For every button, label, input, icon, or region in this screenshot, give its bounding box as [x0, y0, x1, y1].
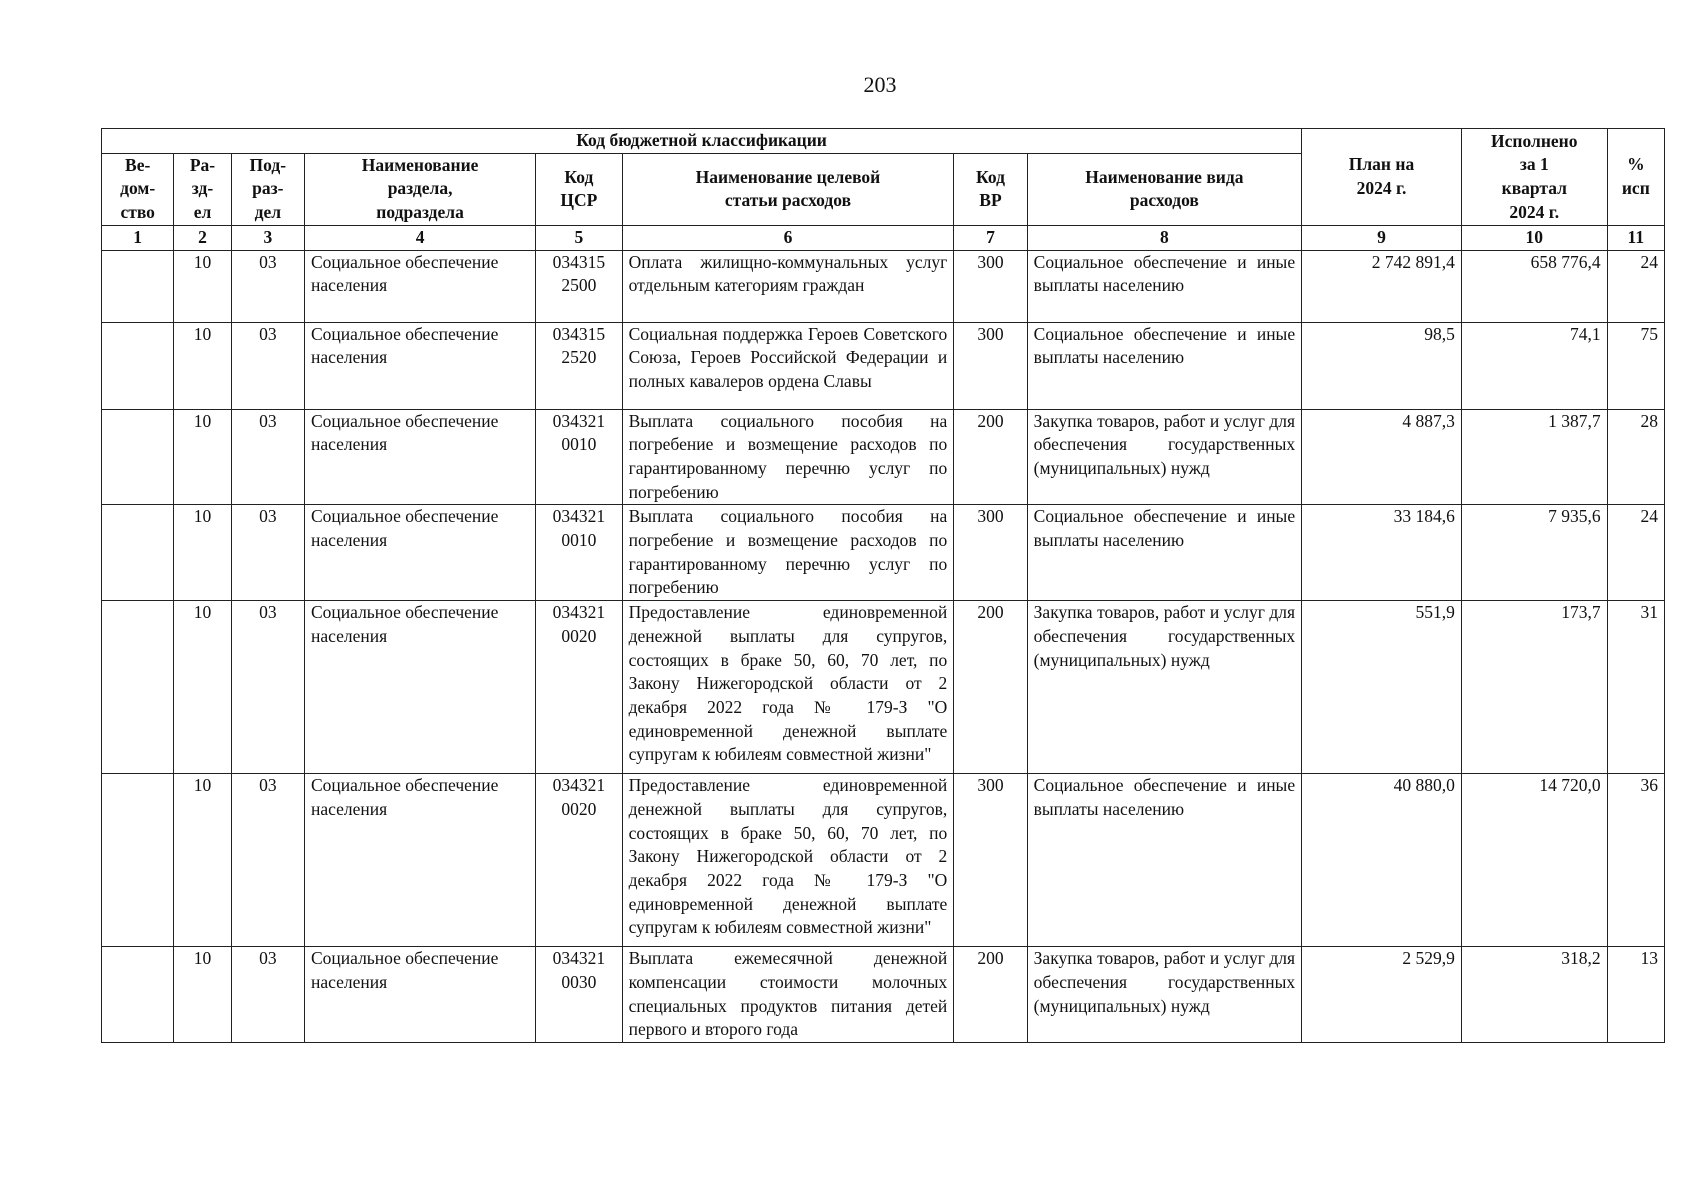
cell-percent: 13 [1607, 947, 1664, 1043]
cell-razdel: 10 [174, 505, 231, 601]
cell-vr: 300 [954, 322, 1027, 409]
col-header-vr-name: Наименование вида расходов [1027, 153, 1301, 225]
cell-vr-name: Социальное обеспечение и иные выплаты населению [1027, 250, 1301, 322]
cell-vr-name: Закупка товаров, работ и услуг для обеспечения государственных (муниципальных) нужд [1027, 601, 1301, 774]
budget-table [101, 128, 1665, 1043]
col-header-percent: % исп [1607, 129, 1664, 226]
cell-vedomstvo [102, 250, 174, 322]
column-number: 5 [536, 225, 622, 250]
cell-podrazdel: 03 [231, 505, 304, 601]
col-header-razdel: Ра- зд- ел [174, 153, 231, 225]
cell-percent: 28 [1607, 409, 1664, 505]
cell-article-name: Социальная поддержка Героев Советского Союза, Героев Российской Федерации и полных кавалеров ордена Славы [622, 322, 954, 409]
cell-article-name: Оплата жилищно-коммунальных услуг отдельным категориям граждан [622, 250, 954, 322]
cell-podrazdel: 03 [231, 409, 304, 505]
cell-razdel-name: Социальное обеспечение населения [305, 947, 536, 1043]
cell-csr: 034315 2500 [536, 250, 622, 322]
column-number: 3 [231, 225, 304, 250]
col-header-csr: Код ЦСР [536, 153, 622, 225]
cell-podrazdel: 03 [231, 601, 304, 774]
cell-executed: 7 935,6 [1461, 505, 1607, 601]
cell-article-name: Предоставление единовременной денежной выплаты для супругов, состоящих в браке 50, 60, 70 лет, по Закону Нижегородской области от 2 декабря 2022 года № 179-З "О единовременной денежной выплате супругам к юбилеям совместной жизни" [622, 601, 954, 774]
cell-podrazdel: 03 [231, 322, 304, 409]
cell-razdel: 10 [174, 322, 231, 409]
cell-vedomstvo [102, 774, 174, 947]
cell-podrazdel: 03 [231, 774, 304, 947]
cell-vr-name: Закупка товаров, работ и услуг для обеспечения государственных (муниципальных) нужд [1027, 947, 1301, 1043]
cell-article-name: Выплата социального пособия на погребение и возмещение расходов по гарантированному перечню услуг по погребению [622, 409, 954, 505]
cell-percent: 31 [1607, 601, 1664, 774]
cell-razdel-name: Социальное обеспечение населения [305, 322, 536, 409]
table-row [102, 505, 1665, 601]
cell-csr: 034321 0020 [536, 774, 622, 947]
col-header-podrazdel: Под- раз- дел [231, 153, 304, 225]
cell-plan: 2 529,9 [1302, 947, 1462, 1043]
cell-csr: 034321 0010 [536, 409, 622, 505]
table-row [102, 774, 1665, 947]
table-body [102, 250, 1665, 1042]
cell-razdel-name: Социальное обеспечение населения [305, 409, 536, 505]
cell-vr: 300 [954, 774, 1027, 947]
cell-vr: 200 [954, 409, 1027, 505]
column-number: 7 [954, 225, 1027, 250]
cell-vr: 300 [954, 505, 1027, 601]
table-row [102, 409, 1665, 505]
table-header [102, 129, 1665, 251]
table-row [102, 601, 1665, 774]
cell-vr-name: Социальное обеспечение и иные выплаты населению [1027, 505, 1301, 601]
budget-classification-header: Код бюджетной классификации [102, 129, 1302, 154]
col-header-vedomstvo: Ве- дом- ство [102, 153, 174, 225]
cell-csr: 034315 2520 [536, 322, 622, 409]
cell-percent: 24 [1607, 250, 1664, 322]
column-number: 10 [1461, 225, 1607, 250]
cell-vr: 300 [954, 250, 1027, 322]
cell-csr: 034321 0030 [536, 947, 622, 1043]
cell-vr-name: Закупка товаров, работ и услуг для обеспечения государственных (муниципальных) нужд [1027, 409, 1301, 505]
cell-csr: 034321 0010 [536, 505, 622, 601]
cell-plan: 40 880,0 [1302, 774, 1462, 947]
cell-podrazdel: 03 [231, 250, 304, 322]
column-number: 2 [174, 225, 231, 250]
cell-razdel: 10 [174, 947, 231, 1043]
cell-executed: 14 720,0 [1461, 774, 1607, 947]
column-number-row [102, 225, 1665, 250]
cell-razdel-name: Социальное обеспечение населения [305, 601, 536, 774]
cell-percent: 36 [1607, 774, 1664, 947]
cell-plan: 2 742 891,4 [1302, 250, 1462, 322]
cell-podrazdel: 03 [231, 947, 304, 1043]
cell-vedomstvo [102, 947, 174, 1043]
cell-executed: 173,7 [1461, 601, 1607, 774]
cell-vr-name: Социальное обеспечение и иные выплаты населению [1027, 774, 1301, 947]
cell-article-name: Выплата ежемесячной денежной компенсации стоимости молочных специальных продуктов питания детей первого и второго года [622, 947, 954, 1043]
cell-percent: 75 [1607, 322, 1664, 409]
cell-vedomstvo [102, 409, 174, 505]
cell-executed: 74,1 [1461, 322, 1607, 409]
cell-vr-name: Социальное обеспечение и иные выплаты населению [1027, 322, 1301, 409]
column-number: 9 [1302, 225, 1462, 250]
col-header-vr: Код ВР [954, 153, 1027, 225]
column-number: 8 [1027, 225, 1301, 250]
column-number: 1 [102, 225, 174, 250]
cell-vedomstvo [102, 505, 174, 601]
col-header-plan: План на 2024 г. [1302, 129, 1462, 226]
col-header-executed: Исполнено за 1 квартал 2024 г. [1461, 129, 1607, 226]
table-row [102, 947, 1665, 1043]
cell-plan: 4 887,3 [1302, 409, 1462, 505]
table-row [102, 322, 1665, 409]
column-number: 6 [622, 225, 954, 250]
cell-razdel: 10 [174, 250, 231, 322]
column-number: 4 [305, 225, 536, 250]
cell-vedomstvo [102, 601, 174, 774]
cell-plan: 33 184,6 [1302, 505, 1462, 601]
cell-razdel-name: Социальное обеспечение населения [305, 250, 536, 322]
cell-razdel: 10 [174, 409, 231, 505]
cell-razdel-name: Социальное обеспечение населения [305, 505, 536, 601]
cell-plan: 98,5 [1302, 322, 1462, 409]
cell-vedomstvo [102, 322, 174, 409]
cell-razdel: 10 [174, 601, 231, 774]
cell-vr: 200 [954, 947, 1027, 1043]
cell-percent: 24 [1607, 505, 1664, 601]
cell-article-name: Выплата социального пособия на погребение и возмещение расходов по гарантированному перечню услуг по погребению [622, 505, 954, 601]
cell-vr: 200 [954, 601, 1027, 774]
cell-article-name: Предоставление единовременной денежной выплаты для супругов, состоящих в браке 50, 60, 70 лет, по Закону Нижегородской области от 2 декабря 2022 года № 179-З "О единовременной денежной выплате супругам к юбилеям совместной жизни" [622, 774, 954, 947]
table-row [102, 250, 1665, 322]
cell-plan: 551,9 [1302, 601, 1462, 774]
cell-executed: 658 776,4 [1461, 250, 1607, 322]
cell-csr: 034321 0020 [536, 601, 622, 774]
page-number: 203 [863, 72, 897, 97]
cell-executed: 318,2 [1461, 947, 1607, 1043]
cell-executed: 1 387,7 [1461, 409, 1607, 505]
column-number: 11 [1607, 225, 1664, 250]
col-header-article-name: Наименование целевой статьи расходов [622, 153, 954, 225]
cell-razdel-name: Социальное обеспечение населения [305, 774, 536, 947]
col-header-razdel-name: Наименование раздела, подраздела [305, 153, 536, 225]
cell-razdel: 10 [174, 774, 231, 947]
